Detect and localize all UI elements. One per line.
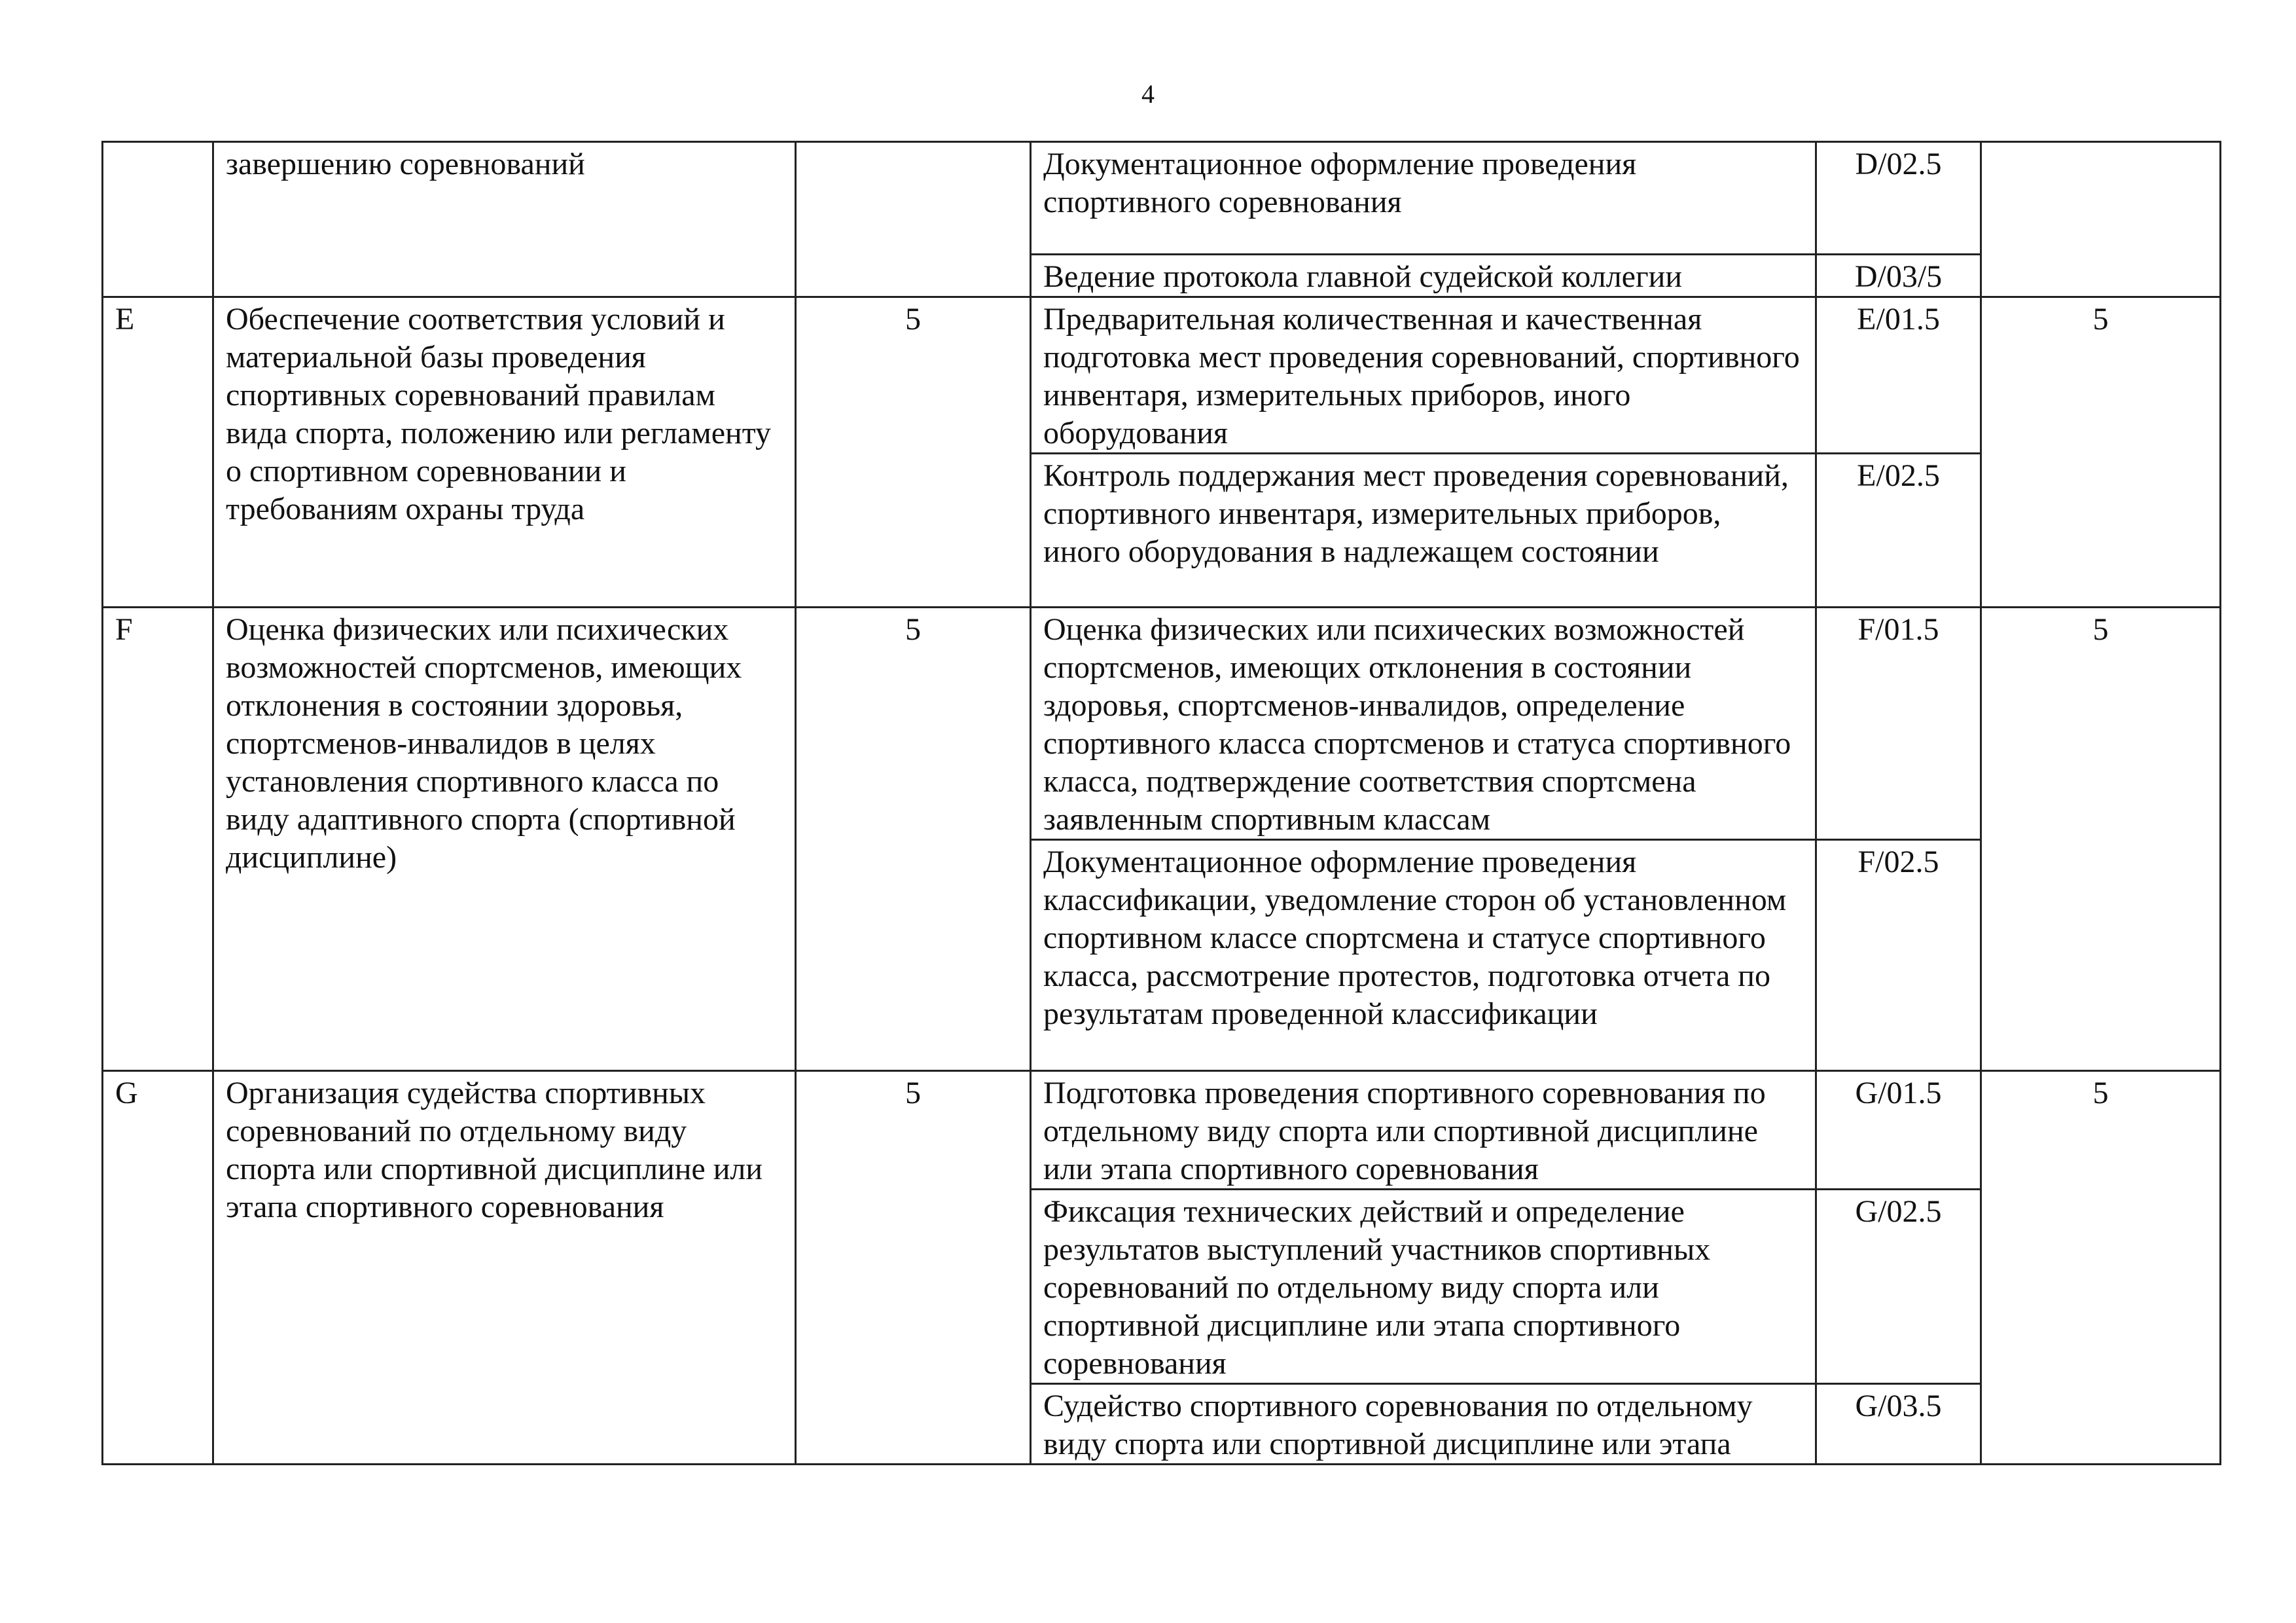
function-name-cell: Контроль поддержания мест проведения соревнований, спортивного инвентаря, измерительных приборов, иного оборудования в надлежащем состоянии bbox=[1031, 454, 1816, 608]
group-code-cell bbox=[103, 142, 213, 297]
group-level-cell: 5 bbox=[796, 297, 1031, 608]
group-code-cell: E bbox=[103, 297, 213, 608]
function-name-cell: Документационное оформление проведения спортивного соревнования bbox=[1031, 142, 1816, 255]
function-code-cell: D/02.5 bbox=[1816, 142, 1981, 255]
group-code-cell: G bbox=[103, 1071, 213, 1465]
group-name-cell: Обеспечение соответствия условий и материальной базы проведения спортивных соревнований правилам вида спорта, положению или регламенту о спортивном соревновании и требованиям охраны труда bbox=[213, 297, 796, 608]
group-level-cell: 5 bbox=[796, 1071, 1031, 1465]
function-code-cell: G/03.5 bbox=[1816, 1384, 1981, 1465]
group-name-cell: завершению соревнований bbox=[213, 142, 796, 297]
function-code-cell: E/01.5 bbox=[1816, 297, 1981, 454]
table-row bbox=[103, 608, 2221, 840]
function-name-cell: Предварительная количественная и качественная подготовка мест проведения соревнований, спортивного инвентаря, измерительных приборов, иного оборудования bbox=[1031, 297, 1816, 454]
function-name-cell: Документационное оформление проведения классификации, уведомление сторон об установленном спортивном классе спортсмена и статусе спортивного класса, рассмотрение протестов, подготовка отчета по результатам проведенной классификации bbox=[1031, 840, 1816, 1071]
function-level-cell: 5 bbox=[1981, 608, 2221, 1071]
function-name-cell: Фиксация технических действий и определение результатов выступлений участников спортивных соревнований по отдельному виду спорта или спортивной дисциплине или этапа спортивного соревнования bbox=[1031, 1190, 1816, 1384]
function-name-cell: Судейство спортивного соревнования по отдельному виду спорта или спортивной дисциплине или этапа bbox=[1031, 1384, 1816, 1465]
group-code-cell: F bbox=[103, 608, 213, 1071]
function-name-cell: Подготовка проведения спортивного соревнования по отдельному виду спорта или спортивной дисциплине или этапа спортивного соревнования bbox=[1031, 1071, 1816, 1190]
group-name-cell: Организация судейства спортивных соревнований по отдельному виду спорта или спортивной дисциплине или этапа спортивного соревнования bbox=[213, 1071, 796, 1465]
table-row bbox=[103, 142, 2221, 255]
group-level-cell: 5 bbox=[796, 608, 1031, 1071]
group-level-cell bbox=[796, 142, 1031, 297]
function-name-cell: Оценка физических или психических возможностей спортсменов, имеющих отклонения в состоянии здоровья, спортсменов-инвалидов, определение спортивного класса спортсменов и статуса спортивного класса, подтверждение соответствия спортсмена заявленным спортивным классам bbox=[1031, 608, 1816, 840]
function-code-cell: G/01.5 bbox=[1816, 1071, 1981, 1190]
page-number: 4 bbox=[1141, 79, 1155, 109]
table-row bbox=[103, 297, 2221, 454]
function-code-cell: E/02.5 bbox=[1816, 454, 1981, 608]
function-code-cell: F/01.5 bbox=[1816, 608, 1981, 840]
functions-table bbox=[101, 141, 2221, 1465]
function-code-cell: G/02.5 bbox=[1816, 1190, 1981, 1384]
function-level-cell: 5 bbox=[1981, 1071, 2221, 1465]
function-name-cell: Ведение протокола главной судейской коллегии bbox=[1031, 255, 1816, 297]
group-name-cell: Оценка физических или психических возможностей спортсменов, имеющих отклонения в состоянии здоровья, спортсменов-инвалидов в целях установления спортивного класса по виду адаптивного спорта (спортивной дисциплине) bbox=[213, 608, 796, 1071]
function-code-cell: D/03/5 bbox=[1816, 255, 1981, 297]
function-level-cell: 5 bbox=[1981, 297, 2221, 608]
table-row bbox=[103, 1071, 2221, 1190]
function-level-cell bbox=[1981, 142, 2221, 297]
function-code-cell: F/02.5 bbox=[1816, 840, 1981, 1071]
